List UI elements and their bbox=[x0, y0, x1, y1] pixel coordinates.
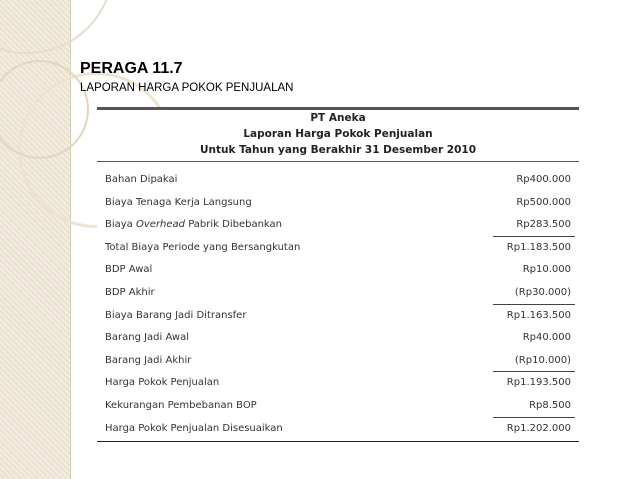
row-label bbox=[105, 197, 252, 208]
row-label bbox=[105, 310, 246, 321]
table-row bbox=[97, 305, 579, 328]
row-label bbox=[105, 174, 177, 185]
row-label bbox=[105, 355, 191, 366]
row-amount: Rp1.193.500 bbox=[506, 377, 571, 389]
table-row bbox=[97, 395, 579, 418]
row-label-text: Total Biaya Periode yang Bersangkutan bbox=[105, 241, 301, 253]
report-top-rule bbox=[97, 107, 579, 110]
row-label bbox=[105, 377, 219, 388]
row-amount: Rp40.000 bbox=[522, 332, 571, 344]
decorative-ring bbox=[0, 0, 114, 54]
row-amount: Rp10.000 bbox=[522, 264, 571, 276]
row-amount: Rp1.163.500 bbox=[506, 309, 571, 321]
row-amount: Rp1.202.000 bbox=[506, 422, 571, 434]
row-label-text: Biaya Barang Jadi Ditransfer bbox=[105, 309, 247, 321]
row-amount: Rp8.500 bbox=[529, 399, 571, 411]
table-row bbox=[97, 259, 579, 282]
row-amount: Rp1.183.500 bbox=[506, 241, 571, 253]
row-label-text: Pabrik Dibebankan bbox=[185, 219, 282, 231]
row-label-text: Biaya Tenaga Kerja Langsung bbox=[105, 196, 252, 208]
row-label-text: Harga Pokok Penjualan bbox=[105, 377, 220, 389]
row-label-text: BDP Akhir bbox=[105, 286, 155, 298]
row-amount: (Rp30.000) bbox=[514, 286, 571, 298]
table-row bbox=[97, 418, 579, 441]
row-label bbox=[105, 287, 155, 298]
row-label bbox=[105, 264, 152, 275]
row-label bbox=[105, 219, 282, 230]
row-label-text: Barang Jadi Awal bbox=[105, 332, 189, 344]
row-label bbox=[105, 423, 283, 434]
slide-heading: PERAGA 11.7 bbox=[80, 60, 183, 77]
slide-subheading: LAPORAN HARGA POKOK PENJUALAN bbox=[80, 82, 294, 94]
report-rows bbox=[97, 169, 579, 440]
table-row bbox=[97, 282, 579, 305]
row-label-italic: Overhead bbox=[136, 219, 186, 231]
row-label bbox=[105, 400, 257, 411]
table-row bbox=[97, 237, 579, 260]
report-bottom-rule bbox=[97, 441, 579, 442]
row-label-text: Barang Jadi Akhir bbox=[105, 354, 192, 366]
table-row bbox=[97, 327, 579, 350]
table-row bbox=[97, 350, 579, 373]
row-label-text: BDP Awal bbox=[105, 264, 153, 276]
row-label-text: Harga Pokok Penjualan Disesuaikan bbox=[105, 422, 283, 434]
row-amount: Rp400.000 bbox=[516, 174, 571, 185]
report-table bbox=[97, 107, 579, 442]
row-label bbox=[105, 242, 300, 253]
table-row bbox=[97, 192, 579, 215]
report-title: Laporan Harga Pokok Penjualan bbox=[243, 128, 433, 140]
table-row bbox=[97, 372, 579, 395]
title-rule bbox=[97, 161, 579, 162]
row-amount: Rp283.500 bbox=[516, 219, 571, 231]
table-row bbox=[97, 169, 579, 192]
row-amount: Rp500.000 bbox=[516, 196, 571, 208]
row-label-text: Kekurangan Pembebanan BOP bbox=[105, 399, 257, 411]
row-label-text: Biaya bbox=[105, 219, 136, 231]
table-row bbox=[97, 214, 579, 237]
report-company: PT Aneka bbox=[310, 112, 366, 124]
row-label bbox=[105, 332, 189, 343]
report-period: Untuk Tahun yang Berakhir 31 Desember 2010 bbox=[199, 144, 477, 156]
row-amount: (Rp10.000) bbox=[514, 354, 571, 366]
row-label-text: Bahan Dipakai bbox=[105, 174, 178, 185]
